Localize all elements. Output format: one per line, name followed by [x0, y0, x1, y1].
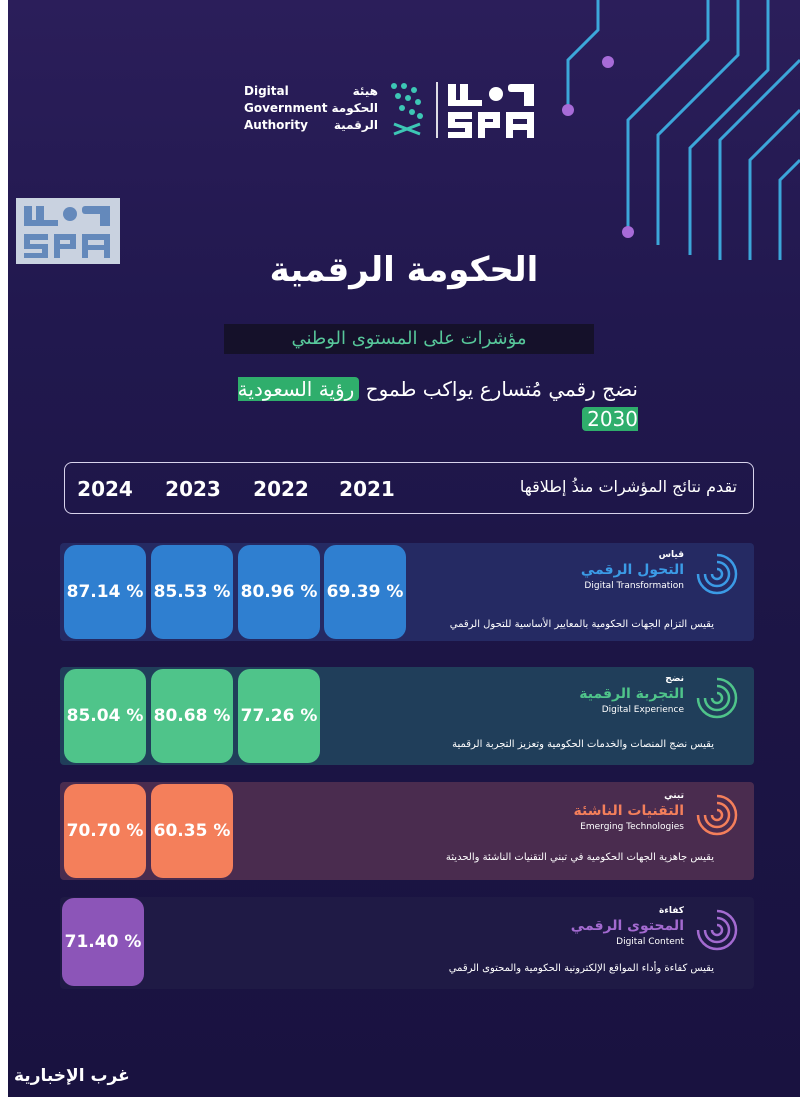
indicator-label — [581, 549, 684, 593]
value-2024: 71.40 % — [62, 898, 144, 986]
years-caption: تقدم نتائج المؤشرات منذُ إطلاقها — [519, 477, 737, 496]
value-2021: 69.39 % — [324, 545, 406, 639]
indicator-title-english: Digital Content — [616, 937, 684, 947]
value-2023: 80.68 % — [151, 669, 233, 763]
spa-logo — [448, 82, 538, 138]
indicator-verb: تبني — [664, 791, 684, 801]
indicator-title-english: Digital Transformation — [584, 581, 684, 591]
page-title: الحكومة الرقمية — [269, 250, 539, 290]
indicator-verb: كفاءة — [658, 906, 684, 916]
infographic-poster — [8, 0, 800, 1097]
tagline-text: نضج رقمي مُتسارع يواكب طموح — [365, 377, 638, 401]
dga-name-arabic: هيئة الحكومة الرقمية — [331, 84, 378, 132]
indicator-verb: نضج — [665, 674, 684, 684]
dga-logo-icon — [384, 80, 432, 136]
value-2022: 77.26 % — [238, 669, 320, 763]
radar-icon — [694, 792, 740, 838]
indicator-panel-digital-transformation — [60, 543, 754, 641]
footer-credit: غرب الإخبارية — [14, 1066, 130, 1086]
indicator-description: يقيس نضج المنصات والخدمات الحكومية وتعزيز التجربة الرقمية — [452, 739, 714, 750]
indicator-title: المحتوى الرقمي — [570, 918, 684, 934]
value-2023: 85.53 % — [151, 545, 233, 639]
year-label-2023: 2023 — [165, 477, 221, 501]
value-2024: 87.14 % — [64, 545, 146, 639]
years-header — [64, 462, 754, 514]
radar-icon — [694, 675, 740, 721]
tagline — [178, 374, 638, 434]
indicator-label — [571, 905, 684, 949]
year-label-2021: 2021 — [339, 477, 395, 501]
year-label-2022: 2022 — [253, 477, 309, 501]
indicator-label — [579, 673, 684, 717]
indicator-title: التقنيات الناشئة — [573, 803, 684, 819]
indicator-title: التحول الرقمي — [580, 562, 684, 578]
indicator-description: يقيس جاهزية الجهات الحكومية في تبني التقنيات الناشئة والحديثة — [445, 852, 714, 863]
value-2024: 70.70 % — [64, 784, 146, 878]
radar-icon — [694, 551, 740, 597]
dga-name-english: Digital Government Authority — [244, 84, 328, 132]
year-label-2024: 2024 — [77, 477, 133, 501]
indicator-description: يقيس التزام الجهات الحكومية بالمعايير الأساسية للتحول الرقمي — [449, 619, 714, 630]
header-divider — [436, 82, 438, 138]
value-2022: 80.96 % — [238, 545, 320, 639]
tagline-highlight: رؤية السعودية 2030 — [237, 377, 638, 431]
indicator-label — [574, 790, 684, 834]
indicator-title-english: Emerging Technologies — [580, 822, 684, 832]
indicator-panel-digital-experience — [60, 667, 754, 765]
indicator-panel-digital-content — [60, 897, 754, 989]
indicator-description: يقيس كفاءة وأداء المواقع الإلكترونية الحكومية والمحتوى الرقمي — [448, 963, 714, 974]
indicator-panel-emerging-technologies — [60, 782, 754, 880]
indicator-title-english: Digital Experience — [601, 705, 684, 715]
page-subtitle: مؤشرات على المستوى الوطني — [224, 324, 594, 354]
value-2024: 85.04 % — [64, 669, 146, 763]
radar-icon — [694, 907, 740, 953]
indicator-title: التجربة الرقمية — [579, 686, 684, 702]
indicator-verb: قياس — [658, 550, 684, 560]
value-2023: 60.35 % — [151, 784, 233, 878]
